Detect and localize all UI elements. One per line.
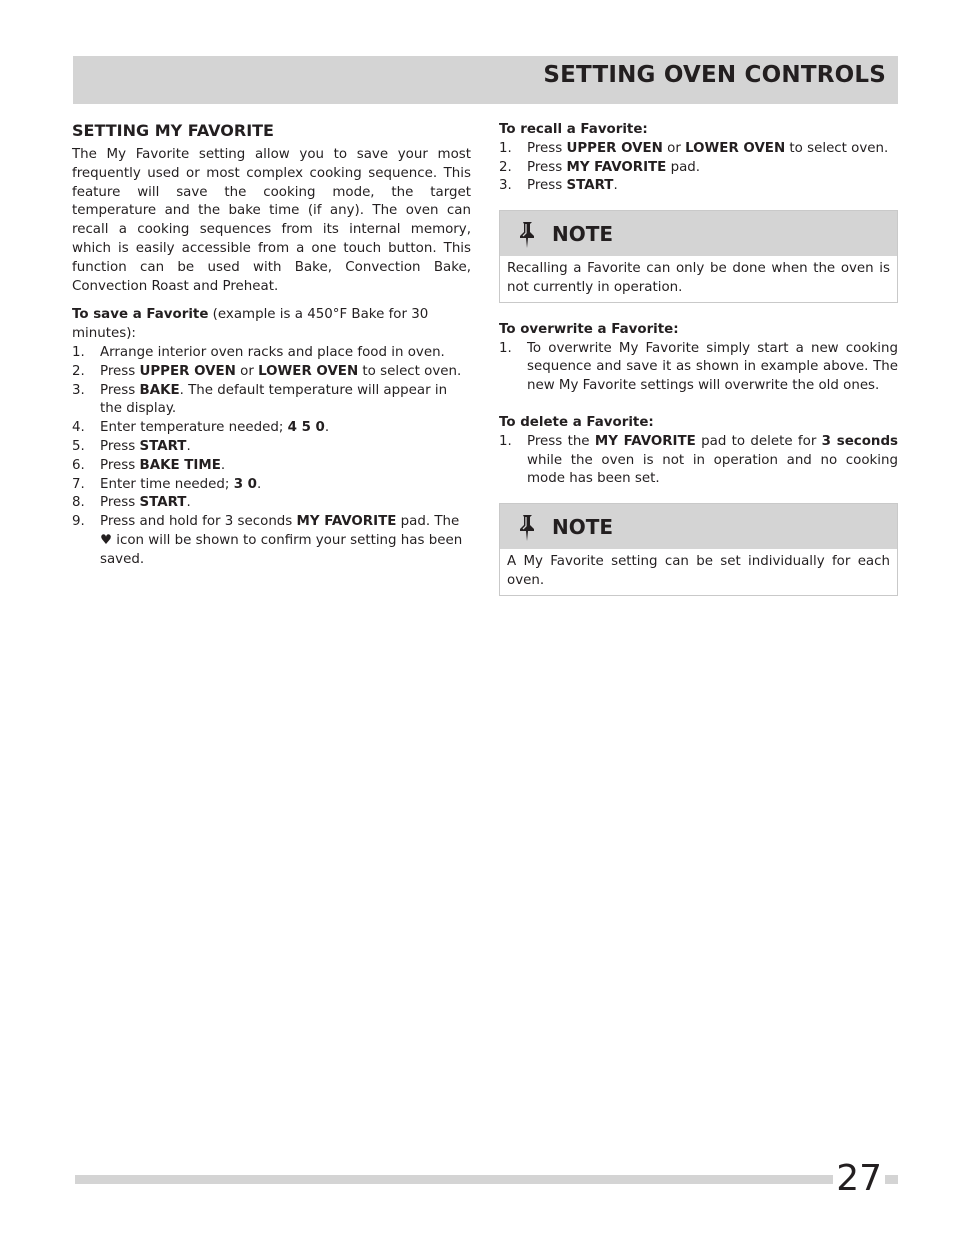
list-item-text: . (613, 178, 618, 194)
list-item-number: 2. (499, 159, 512, 175)
list-item-number: 2. (72, 363, 85, 379)
list-item-text: or (235, 363, 259, 379)
list-item-text: . (186, 438, 191, 454)
note-header (500, 211, 897, 256)
list-item-text: to select oven. (358, 363, 462, 379)
overwrite-favorite-title: To overwrite a Favorite: (499, 321, 679, 337)
list-item-number: 1. (499, 340, 512, 356)
emphasis-text: BAKE TIME (139, 457, 221, 473)
list-item-text: Press (100, 363, 140, 379)
note-title: NOTE (552, 222, 614, 247)
list-item (72, 494, 471, 513)
list-item-text: . (256, 476, 262, 492)
emphasis-text: MY FAVORITE (594, 433, 696, 449)
emphasis-text: 3 seconds (821, 433, 898, 449)
list-item-number: 6. (72, 457, 85, 473)
right-column (499, 121, 898, 596)
left-column (72, 121, 471, 570)
page-number: 27 (833, 1158, 885, 1200)
emphasis-text: UPPER OVEN (566, 140, 663, 156)
note-box (499, 503, 898, 596)
footer-bar (75, 1175, 898, 1184)
section-heading: SETTING MY FAVORITE (72, 121, 274, 140)
list-item-number: 3. (499, 178, 512, 194)
emphasis-text: 4 5 0 (287, 420, 325, 436)
list-item-text: pad. The ♥ icon will be shown to confirm your setting has been saved. (100, 514, 463, 567)
list-item-text: to select oven. (785, 140, 889, 156)
list-item-text: Press (100, 382, 140, 398)
emphasis-text: START (566, 178, 614, 194)
list-item (499, 433, 898, 489)
list-item-text: . The default temperature will appear in the display. (100, 382, 448, 417)
list-item-number: 1. (499, 140, 512, 156)
list-item-text: pad to delete for (695, 433, 822, 449)
list-item-text: Press (527, 140, 567, 156)
emphasis-text: LOWER OVEN (685, 140, 786, 156)
pushpin-icon (517, 221, 537, 249)
list-item-text: . (324, 420, 330, 436)
pushpin-icon (517, 514, 537, 542)
list-item-text: while the oven is not in operation and no cooking mode has been set. (527, 452, 898, 487)
list-item-number: 5. (72, 438, 85, 454)
overwrite-steps-list (499, 340, 898, 396)
delete-favorite-title: To delete a Favorite: (499, 414, 654, 430)
list-item (72, 419, 471, 438)
list-item-number: 3. (72, 382, 85, 398)
emphasis-text: MY FAVORITE (566, 159, 667, 175)
emphasis-text: START (139, 495, 187, 511)
delete-steps-list (499, 433, 898, 489)
page-header (73, 56, 898, 104)
list-item (72, 457, 471, 476)
list-item-number: 1. (499, 433, 512, 449)
list-item-text: . (186, 495, 191, 511)
save-favorite-title: To save a Favorite (example is a 450°F Bake for 30 minutes): (72, 307, 429, 342)
list-item (72, 363, 471, 382)
note-text: A My Favorite setting can be set individually for each oven. (507, 554, 890, 588)
note-title: NOTE (552, 515, 614, 540)
list-item-number: 1. (72, 344, 85, 360)
list-item-text: Press the (527, 433, 595, 449)
emphasis-text: UPPER OVEN (139, 363, 236, 379)
emphasis-text: BAKE (139, 382, 180, 398)
list-item (499, 340, 898, 396)
list-item-number: 9. (72, 514, 85, 530)
list-item-number: 7. (72, 476, 85, 492)
page-title: SETTING OVEN CONTROLS (543, 62, 886, 88)
list-item-text: Press (100, 495, 140, 511)
list-item-number: 8. (72, 495, 85, 511)
list-item-text: To overwrite My Favorite simply start a new cooking sequence and save it as shown in example above. The new My Favorite settings will overwrite the old ones. (527, 340, 898, 394)
intro-paragraph: The My Favorite setting allow you to save your most frequently used or most complex cooking sequence. This feature will save the cooking mode, the target temperature and the bake time (if any). The oven can recall a cooking sequences from its internal memory, which is easily accessible from a one touch button. This function can be used with Bake, Convection Bake, Convection Roast and Preheat. (72, 147, 471, 294)
list-item-text: Press and hold for 3 seconds (100, 514, 297, 530)
emphasis-text: 3 0 (233, 476, 257, 492)
list-item (72, 476, 471, 495)
list-item-text: Press (100, 438, 140, 454)
list-item-text: pad. (666, 159, 701, 175)
recall-steps-list (499, 140, 898, 196)
list-item-text: Arrange interior oven racks and place food in oven. (100, 344, 445, 360)
list-item (499, 159, 898, 178)
emphasis-text: START (139, 438, 187, 454)
list-item (72, 382, 471, 420)
list-item-text: Press (527, 178, 567, 194)
list-item-text: Press (100, 457, 140, 473)
list-item-text: . (220, 457, 226, 473)
list-item (499, 177, 898, 196)
list-item-text: Press (527, 159, 567, 175)
list-item (72, 513, 471, 569)
save-steps-list (72, 344, 471, 570)
list-item (72, 344, 471, 363)
list-item (499, 140, 898, 159)
list-item (72, 438, 471, 457)
list-item-text: or (662, 140, 686, 156)
emphasis-text: LOWER OVEN (258, 363, 359, 379)
note-text: Recalling a Favorite can only be done when the oven is not currently in operation. (507, 261, 890, 295)
emphasis-text: MY FAVORITE (296, 514, 397, 530)
list-item-text: Enter time needed; (100, 476, 234, 492)
note-box (499, 210, 898, 303)
list-item-text: Enter temperature needed; (100, 420, 288, 436)
recall-favorite-title: To recall a Favorite: (499, 122, 648, 137)
list-item-number: 4. (72, 420, 85, 436)
note-header (500, 504, 897, 549)
